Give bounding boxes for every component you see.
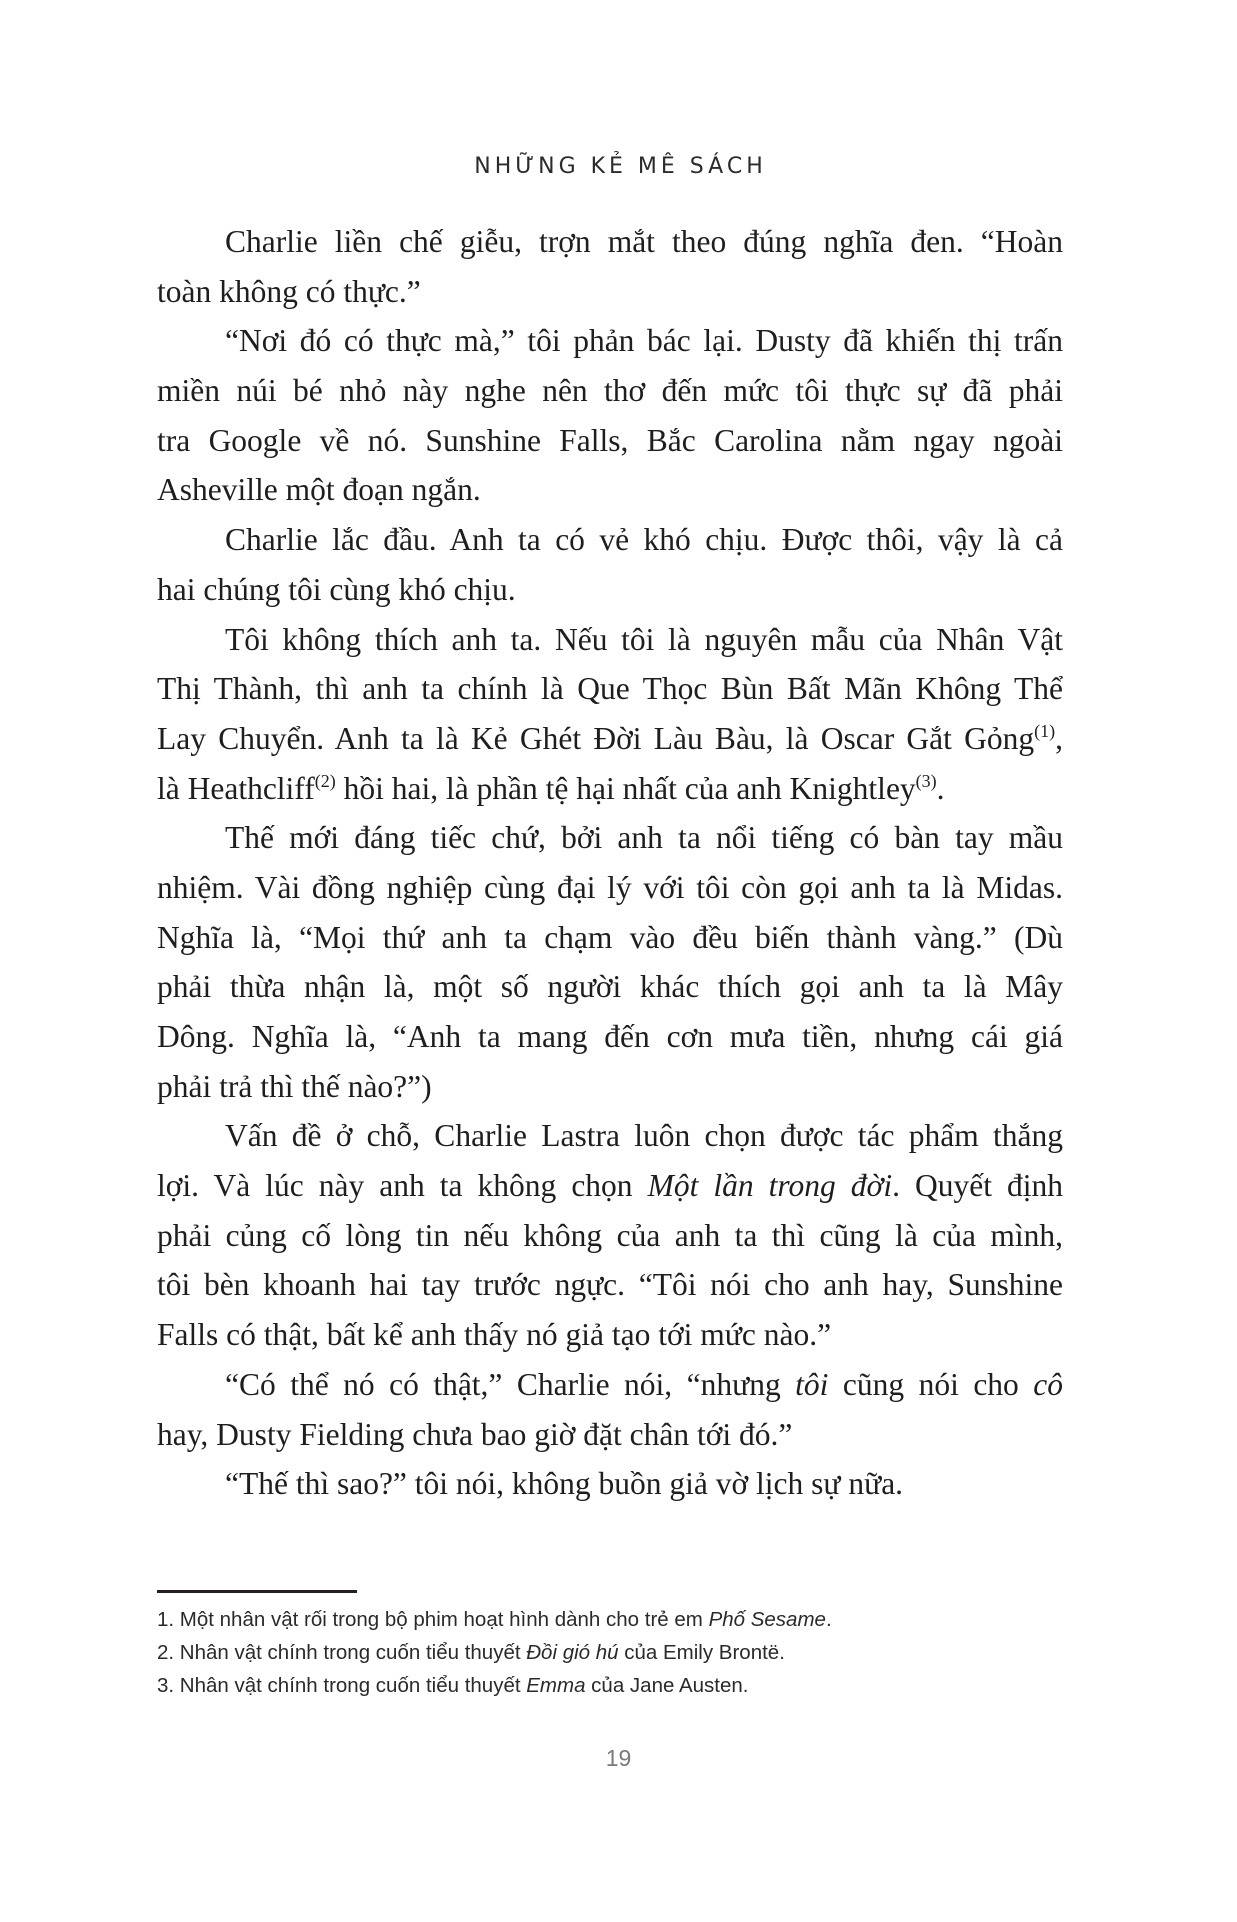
body-line — [157, 1410, 1063, 1460]
text-segment: “Có thể nó có thật,” Charlie nói, “nhưng — [225, 1366, 796, 1402]
text-segment: phải củng cố lòng tin nếu không của anh ta thì cũng là của mình, — [157, 1217, 1063, 1253]
body-line — [157, 714, 1063, 764]
text-segment: , — [1055, 720, 1063, 756]
footnote-reference: (1) — [1034, 720, 1056, 741]
text-segment: cũng nói cho — [828, 1366, 1034, 1402]
text-segment: Nghĩa là, “Mọi thứ anh ta chạm vào đều biến thành vàng.” (Dù — [157, 919, 1063, 955]
body-line — [157, 465, 1063, 515]
body-line — [157, 565, 1063, 615]
italic-title: Phố Sesame — [708, 1608, 826, 1631]
text-segment: miền núi bé nhỏ này nghe nên thơ đến mức tôi thực sự đã phải — [157, 373, 1063, 409]
text-segment: 1. Một nhân vật rối trong bộ phim hoạt hình dành cho trẻ em — [157, 1608, 709, 1631]
text-segment: tra Google về nó. Sunshine Falls, Bắc Carolina nằm ngay ngoài — [157, 422, 1063, 458]
footnotes — [157, 1603, 1063, 1702]
body-line — [157, 615, 1063, 665]
italic-title: Đồi gió hú — [526, 1641, 619, 1664]
italic-title: tôi — [795, 1366, 829, 1402]
text-segment: hồi hai, là phần tệ hại nhất của anh Knightley — [335, 770, 916, 806]
body-line — [157, 316, 1063, 366]
text-segment: nhiệm. Vài đồng nghiệp cùng đại lý với tôi còn gọi anh ta là Midas. — [157, 869, 1063, 905]
text-segment: tôi bèn khoanh hai tay trước ngực. “Tôi nói cho anh hay, Sunshine — [157, 1267, 1063, 1303]
text-segment: Falls có thật, bất kể anh thấy nó giả tạo tới mức nào.” — [157, 1317, 832, 1353]
body-line — [157, 217, 1063, 267]
body-line — [157, 664, 1063, 714]
text-segment: toàn không có thực.” — [157, 273, 421, 309]
text-segment: “Thế thì sao?” tôi nói, không buồn giả vờ lịch sự nữa. — [225, 1466, 904, 1502]
text-segment: Tôi không thích anh ta. Nếu tôi là nguyên mẫu của Nhân Vật — [225, 621, 1063, 657]
body-line — [157, 962, 1063, 1012]
footnote-reference: (2) — [314, 770, 336, 791]
footnote-reference: (3) — [915, 770, 937, 791]
body-line — [157, 366, 1063, 416]
text-segment: của Jane Austen. — [585, 1674, 749, 1697]
text-segment: Vấn đề ở chỗ, Charlie Lastra luôn chọn được tác phẩm thắng — [225, 1118, 1063, 1154]
text-segment: là Heathcliff — [157, 770, 315, 806]
text-segment: của Emily Brontë. — [618, 1641, 785, 1664]
text-segment: . Quyết định — [892, 1168, 1063, 1204]
body-line — [157, 267, 1063, 317]
body-line — [157, 813, 1063, 863]
body-line — [157, 1260, 1063, 1310]
text-segment: lợi. Và lúc này anh ta không chọn — [157, 1168, 648, 1204]
body-line — [157, 1161, 1063, 1211]
body-line — [157, 1360, 1063, 1410]
body-line — [157, 1310, 1063, 1360]
text-segment: Dông. Nghĩa là, “Anh ta mang đến cơn mưa tiền, nhưng cái giá — [157, 1019, 1063, 1054]
footnote-item — [157, 1603, 1063, 1636]
text-segment: phải thừa nhận là, một số người khác thích gọi anh ta là Mây — [157, 969, 1063, 1005]
text-segment: Thị Thành, thì anh ta chính là Que Thọc Bùn Bất Mãn Không Thể — [157, 671, 1063, 707]
body-line — [157, 1062, 1063, 1112]
body-text — [157, 217, 1063, 1509]
text-segment: 3. Nhân vật chính trong cuốn tiểu thuyết — [157, 1674, 527, 1697]
text-segment: hay, Dusty Fielding chưa bao giờ đặt chân tới đó.” — [157, 1416, 793, 1452]
text-segment: Charlie liền chế giễu, trợn mắt theo đúng nghĩa đen. “Hoàn — [225, 224, 1063, 259]
text-segment: phải trả thì thế nào?”) — [157, 1068, 432, 1104]
text-segment: . — [825, 1608, 832, 1631]
footnote-item — [157, 1636, 1063, 1669]
text-segment: Asheville một đoạn ngắn. — [157, 472, 481, 508]
body-line — [157, 416, 1063, 466]
text-segment: “Nơi đó có thực mà,” tôi phản bác lại. Dusty đã khiến thị trấn — [225, 323, 1063, 359]
text-segment: Charlie lắc đầu. Anh ta có vẻ khó chịu. Được thôi, vậy là cả — [225, 522, 1063, 558]
text-segment: Thế mới đáng tiếc chứ, bởi anh ta nổi tiếng có bàn tay mầu — [225, 820, 1063, 856]
text-segment: Lay Chuyển. Anh ta là Kẻ Ghét Đời Làu Bàu, là Oscar Gắt Gỏng — [157, 720, 1035, 756]
body-line — [157, 863, 1063, 913]
body-line — [157, 1111, 1063, 1161]
body-line — [157, 913, 1063, 963]
footnote-divider — [157, 1590, 357, 1593]
italic-title: cô — [1033, 1366, 1063, 1402]
body-line — [157, 1459, 1063, 1509]
footnote-item — [157, 1669, 1063, 1702]
body-line — [157, 1211, 1063, 1261]
body-line — [157, 764, 1063, 814]
italic-title: Một lần trong đời — [647, 1168, 893, 1204]
italic-title: Emma — [526, 1674, 586, 1697]
text-segment: 2. Nhân vật chính trong cuốn tiểu thuyết — [157, 1641, 527, 1664]
body-line — [157, 1012, 1063, 1062]
text-segment: . — [936, 770, 945, 806]
running-head: NHỮNG KẺ MÊ SÁCH — [474, 154, 767, 179]
page-number: 19 — [605, 1745, 632, 1771]
text-segment: hai chúng tôi cùng khó chịu. — [157, 571, 516, 607]
body-line — [157, 515, 1063, 565]
